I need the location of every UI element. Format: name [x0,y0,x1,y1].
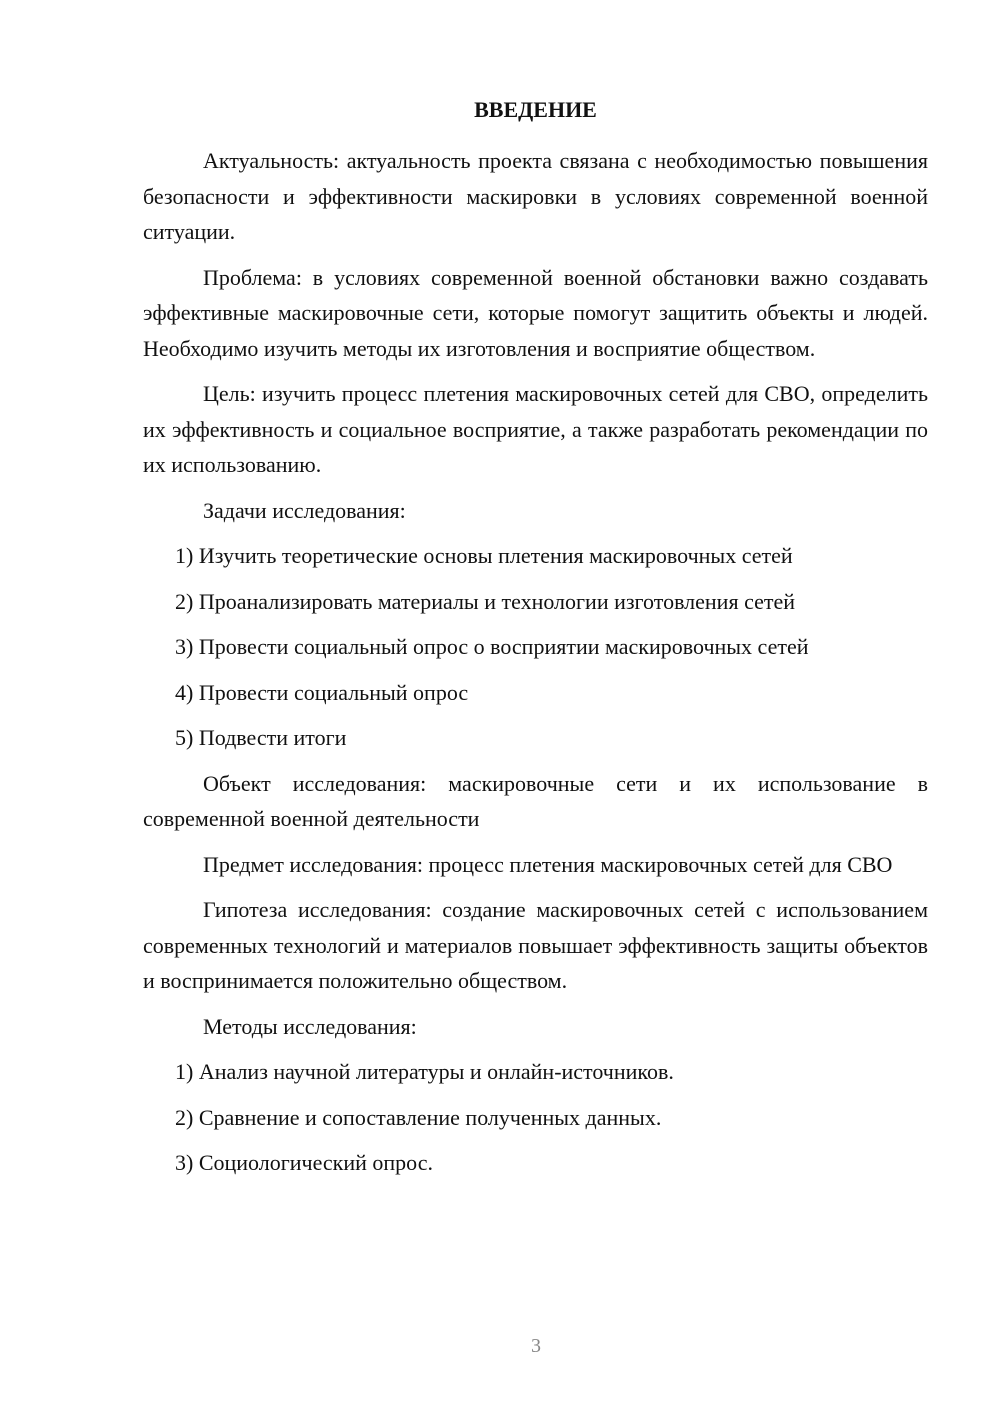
page-number: 3 [531,1335,541,1357]
section-title: ВВЕДЕНИЕ [474,97,597,122]
object-paragraph: Объект исследования: маскировочные сети и их использование в современной военной деятельности [143,770,928,831]
task-item: 3) Провести социальный опрос о восприятии маскировочных сетей [175,634,809,659]
method-item: 3) Социологический опрос. [175,1150,433,1175]
tasks-heading: Задачи исследования: [203,497,406,523]
task-item: 2) Проанализировать материалы и технологии изготовления сетей [175,588,796,614]
subject-paragraph: Предмет исследования: процесс плетения маскировочных сетей для СВО [203,851,893,877]
task-item: 5) Подвести итоги [175,725,347,750]
methods-heading: Методы исследования: [203,1013,417,1039]
hypothesis-paragraph: Гипотеза исследования: создание маскировочных сетей с использованием современных технологий и материалов повышает эффективность защиты объектов и воспринимается положительно обществом. [143,897,928,993]
task-item: 4) Провести социальный опрос [175,679,469,705]
problem-paragraph: Проблема: в условиях современной военной обстановки важно создавать эффективные маскировочные сети, которые помогут защитить объекты и людей. Необходимо изучить методы их изготовления и восприятие обществом. [143,264,928,361]
task-item: 1) Изучить теоретические основы плетения маскировочных сетей [175,543,793,568]
goal-paragraph: Цель: изучить процесс плетения маскировочных сетей для СВО, определить их эффективность и социальное восприятие, а также разработать рекомендации по их использованию. [143,381,928,477]
page-content [143,92,928,1191]
method-item: 1) Анализ научной литературы и онлайн-источников. [175,1059,674,1084]
relevance-paragraph: Актуальность: актуальность проекта связана с необходимостью повышения безопасности и эффективности маскировки в условиях современной военной ситуации. [143,148,928,244]
method-item: 2) Сравнение и сопоставление полученных данных. [175,1104,662,1130]
